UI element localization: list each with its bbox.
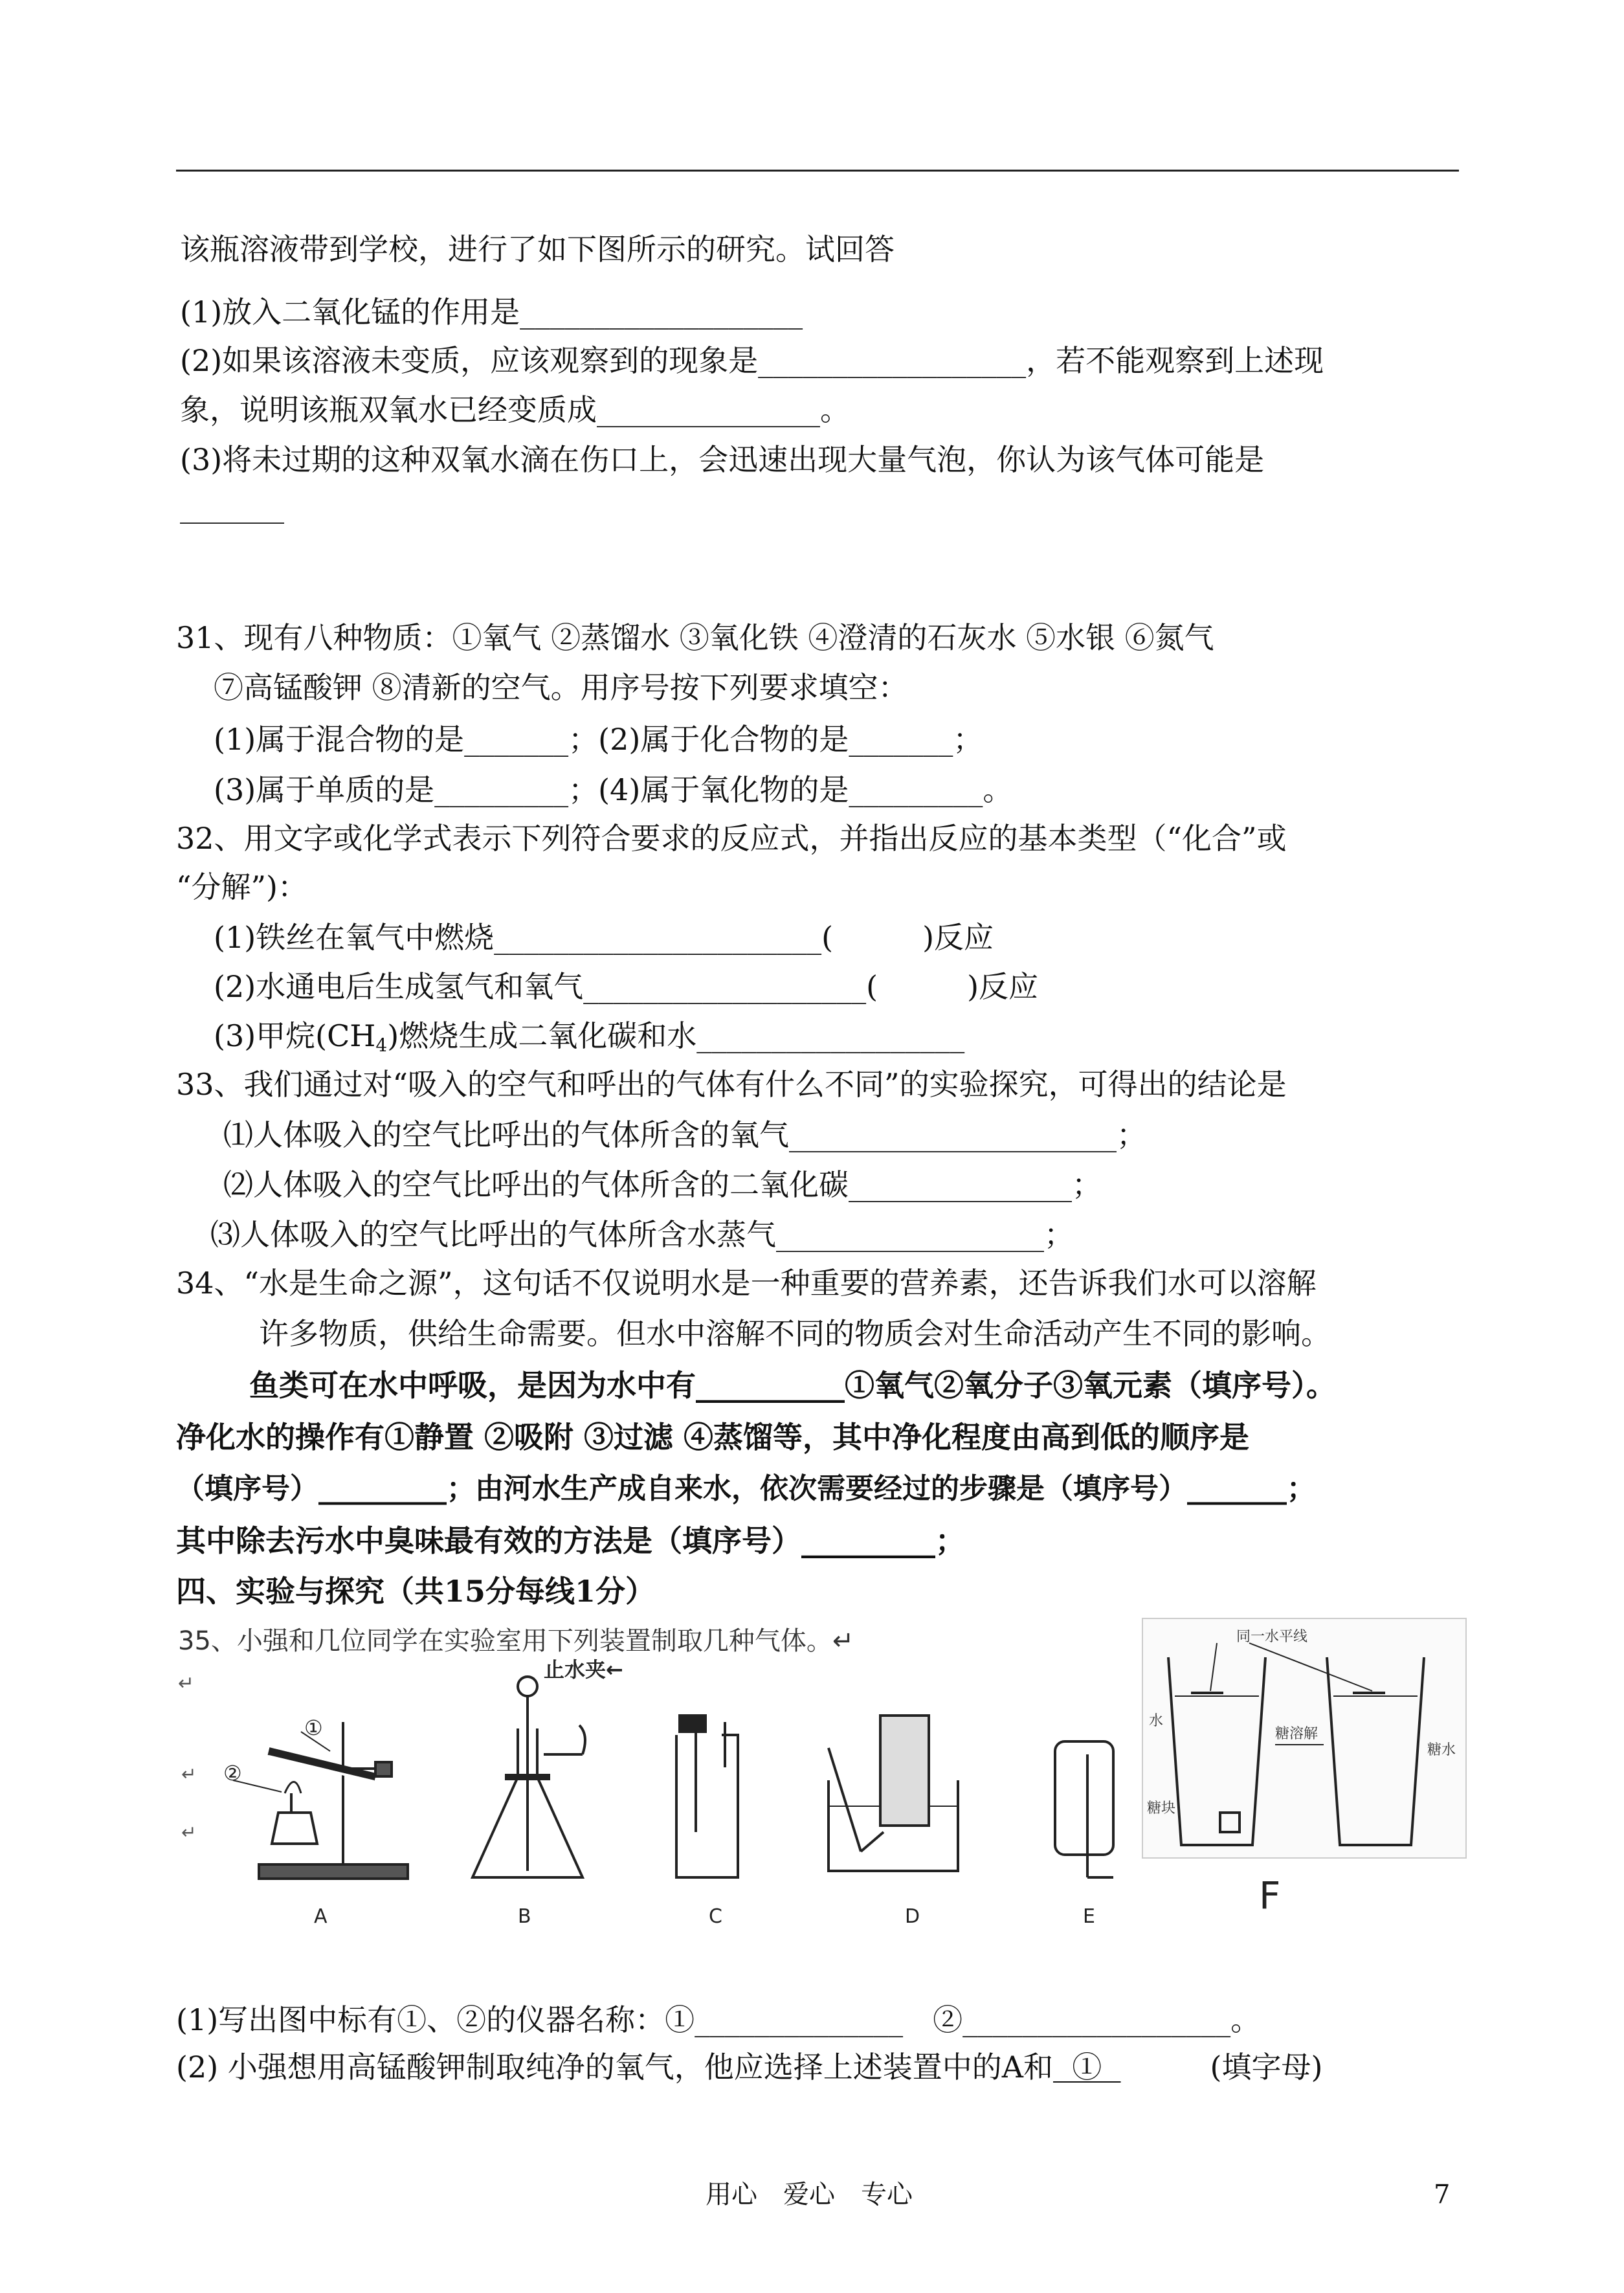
text-line: ⑶人体吸入的空气比呼出的气体所含水蒸气__________________； [210, 1217, 1074, 1252]
text-line: _______ [180, 489, 284, 524]
f-top-label: 同一水平线 [1236, 1629, 1308, 1645]
f-sugar-water: 糖水 [1427, 1742, 1456, 1758]
text-line: ⑴人体吸入的空气比呼出的气体所含的氧气______________________； [223, 1117, 1146, 1152]
question-32: 32、用文字或化学式表示下列符合要求的反应式，并指出反应的基本类型（“化合”或 [176, 821, 1287, 856]
label-e: E [1083, 1905, 1095, 1928]
text-line: ⑦高锰酸钾 ⑧清新的空气。用序号按下列要求填空： [214, 670, 908, 705]
label-c: C [709, 1905, 722, 1928]
apparatus-figure [178, 1618, 1476, 1929]
text-line: 许多物质，供给生命需要。但水中溶解不同的物质会对生命活动产生不同的影响。 [259, 1316, 1331, 1351]
stop-clip-label: 止水夹← [544, 1657, 623, 1682]
return-mark: ↵ [181, 1822, 197, 1843]
text-line: (2)如果该溶液未变质，应该观察到的现象是__________________，若不能观察到上述现 [180, 343, 1324, 378]
text-line: (2)水通电后生成氢气和氧气___________________( )反应 [214, 969, 1039, 1004]
text-line: ⑵人体吸入的空气比呼出的气体所含的二氧化碳_______________； [223, 1167, 1102, 1202]
f-sugar-block: 糖块 [1147, 1800, 1176, 1817]
return-mark: ↵ [178, 1672, 195, 1695]
text-line: (3)属于单质的是_________；(4)属于氧化物的是_________。 [214, 772, 1013, 807]
text-line: 象，说明该瓶双氧水已经变质成_______________。 [180, 392, 850, 427]
question-34: 34、“水是生命之源”，这句话不仅说明水是一种重要的营养素，还告诉我们水可以溶解 [176, 1266, 1317, 1301]
text-line: (1)属于混合物的是_______；(2)属于化合物的是_______； [214, 722, 983, 757]
text-line: “分解”)： [176, 869, 307, 904]
label-a: A [314, 1905, 328, 1928]
apparatus-svg [178, 1618, 1476, 1929]
apparatus-c [676, 1716, 738, 1877]
text-line: (1)铁丝在氧气中燃烧______________________( )反应 [214, 920, 994, 955]
question-31: 31、现有八种物质：①氧气 ②蒸馏水 ③氧化铁 ④澄清的石灰水 ⑤水银 ⑥氮气 [176, 620, 1214, 655]
header-rule [176, 170, 1459, 172]
footer-text: 用心 爱心 专心 [706, 2180, 913, 2209]
label-d: D [905, 1905, 920, 1928]
text-line: (3)甲烷$(CH_4)$燃烧生成二氧化碳和水__________________ [214, 1018, 965, 1056]
label-2: ② [223, 1761, 242, 1785]
text-line: 鱼类可在水中呼吸，是因为水中有__________①氧气②氧分子③氧元素（填序号）。 [249, 1368, 1336, 1403]
page-number: 7 [1434, 2180, 1451, 2209]
question-33: 33、我们通过对“吸入的空气和呼出的气体有什么不同”的实验探究，可得出的结论是 [176, 1067, 1287, 1102]
label-f: F [1259, 1874, 1281, 1918]
label-b: B [518, 1905, 531, 1928]
f-dissolved: 糖溶解 [1275, 1726, 1318, 1742]
text-line: 其中除去污水中臭味最有效的方法是（填序号）_________； [176, 1523, 965, 1558]
text-line: 该瓶溶液带到学校，进行了如下图所示的研究。试回答 [180, 232, 895, 267]
apparatus-a [233, 1722, 408, 1879]
text-line: 净化水的操作有①静置 ②吸附 ③过滤 ④蒸馏等，其中净化程度由高到低的顺序是 [176, 1420, 1250, 1455]
apparatus-d [829, 1716, 958, 1871]
f-water: 水 [1149, 1713, 1164, 1729]
text-line: (1)放入二氧化锰的作用是___________________ [180, 295, 803, 330]
text-line: (2) 小强想用高锰酸钾制取纯净的氧气，他应选择上述装置中的A和 ① (填字母) [176, 2050, 1323, 2085]
text-line: （填序号）_________；由河水生产成自来水，依次需要经过的步骤是（填序号）_______； [176, 1472, 1315, 1505]
figure-caption: 35、小强和几位同学在实验室用下列装置制取几种气体。↵ [178, 1626, 854, 1656]
return-mark: ↵ [181, 1763, 197, 1785]
label-1: ① [304, 1716, 323, 1740]
apparatus-b [473, 1677, 585, 1877]
section-heading: 四、实验与探究（共15分每线1分） [176, 1574, 656, 1609]
text-line: (3)将未过期的这种双氧水滴在伤口上，会迅速出现大量气泡，你认为该气体可能是 [180, 442, 1265, 477]
apparatus-e [1055, 1741, 1113, 1877]
text-line: (1)写出图中标有①、②的仪器名称：①______________ ②__________________。 [176, 2002, 1261, 2037]
